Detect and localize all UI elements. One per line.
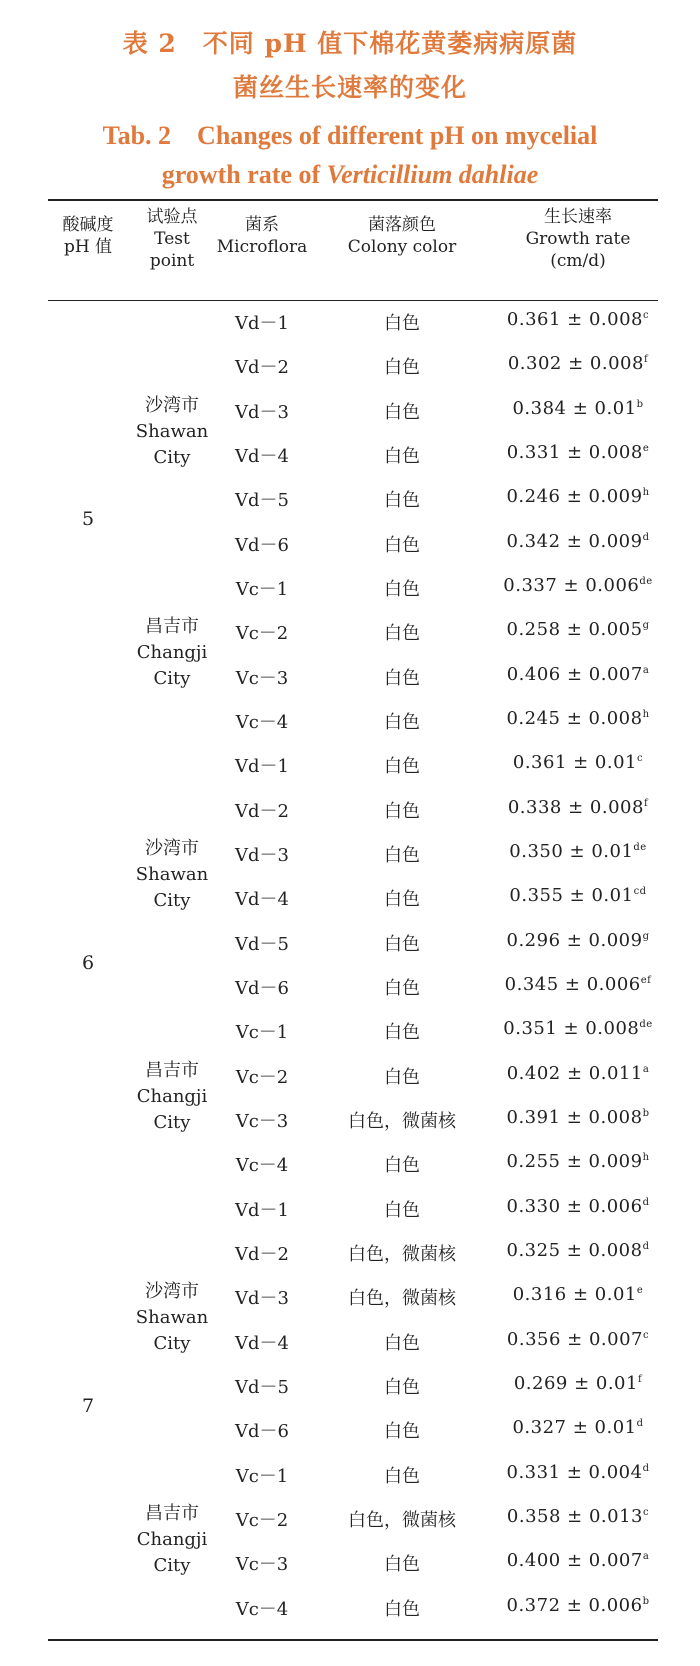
strain-cell: Vc－2 xyxy=(235,1509,289,1531)
title-en-prefix: growth rate of xyxy=(161,160,321,189)
colony-color-cell: 白色 xyxy=(384,756,420,778)
header-color xyxy=(322,214,482,258)
significance-letter: d xyxy=(642,1240,650,1252)
growth-rate-value: 0.361 ± 0.008 xyxy=(506,309,643,330)
growth-rate-cell xyxy=(498,752,658,773)
test-site-cell xyxy=(118,614,226,692)
colony-color-cell: 白色 xyxy=(384,1376,420,1398)
header-color-zh: 菌落颜色 xyxy=(368,215,436,235)
growth-rate-cell xyxy=(498,1107,658,1128)
test-site-name-en2: City xyxy=(153,1555,191,1577)
significance-letter: b xyxy=(642,1107,650,1119)
growth-rate-cell xyxy=(498,1417,658,1438)
title-en-species: Verticillium dahliae xyxy=(326,160,539,189)
table-bottom-rule xyxy=(48,1639,658,1641)
significance-letter: d xyxy=(642,531,650,543)
ph-value-cell: 7 xyxy=(81,1395,95,1418)
strain-cell: Vd－3 xyxy=(235,401,289,423)
growth-rate-value: 0.245 ± 0.008 xyxy=(506,707,643,729)
significance-letter: e xyxy=(642,442,650,454)
colony-color-cell: 白色，微菌核 xyxy=(348,1509,456,1531)
test-site-name-zh: 昌吉市 xyxy=(145,616,199,638)
significance-letter: a xyxy=(642,664,650,676)
ph-value-cell: 6 xyxy=(81,951,95,974)
significance-letter: c xyxy=(642,310,650,321)
strain-cell: Vd－6 xyxy=(235,1421,289,1443)
growth-rate-cell xyxy=(498,1329,658,1350)
colony-color-cell: 白色 xyxy=(384,1332,420,1354)
test-site-name-en2: City xyxy=(153,1111,191,1133)
growth-rate-value: 0.255 ± 0.009 xyxy=(506,1151,643,1173)
growth-rate-value: 0.351 ± 0.008 xyxy=(503,1018,640,1040)
test-site-name-zh: 昌吉市 xyxy=(145,1059,199,1081)
growth-rate-cell xyxy=(498,398,658,419)
growth-rate-cell xyxy=(498,1196,658,1217)
growth-rate-cell xyxy=(498,1284,658,1305)
significance-letter: c xyxy=(642,1506,650,1518)
colony-color-cell: 白色 xyxy=(384,534,420,556)
colony-color-cell: 白色 xyxy=(384,445,420,467)
strain-cell: Vd－1 xyxy=(235,756,289,778)
significance-letter: d xyxy=(642,1196,650,1208)
strain-cell: Vc－4 xyxy=(235,1598,289,1620)
growth-rate-cell xyxy=(498,1373,658,1394)
header-strain-zh: 菌系 xyxy=(245,215,279,235)
growth-rate-value: 0.406 ± 0.007 xyxy=(506,663,643,685)
growth-rate-cell xyxy=(498,930,658,951)
test-site-name-zh: 沙湾市 xyxy=(145,394,199,416)
strain-cell: Vc－3 xyxy=(235,1110,289,1132)
significance-letter: d xyxy=(642,1462,650,1474)
significance-letter: e xyxy=(636,1285,644,1297)
test-site-name-en1: Shawan xyxy=(135,864,209,886)
strain-cell: Vd－5 xyxy=(235,933,289,955)
test-site-name-en1: Shawan xyxy=(135,420,209,442)
colony-color-cell: 白色 xyxy=(384,844,420,866)
growth-rate-value: 0.296 ± 0.009 xyxy=(506,929,643,951)
growth-rate-value: 0.337 ± 0.006 xyxy=(503,574,640,596)
header-rate-unit: (cm/d) xyxy=(550,251,606,271)
strain-cell: Vd－4 xyxy=(235,1332,289,1354)
colony-color-cell: 白色，微菌核 xyxy=(348,1243,456,1265)
colony-color-cell: 白色 xyxy=(384,1199,420,1221)
growth-rate-value: 0.361 ± 0.01 xyxy=(512,752,638,774)
growth-rate-value: 0.316 ± 0.01 xyxy=(512,1284,637,1306)
growth-rate-value: 0.355 ± 0.01 xyxy=(509,885,634,907)
header-ph xyxy=(48,214,128,258)
strain-cell: Vc－4 xyxy=(235,711,289,733)
table-title-en-line1: Tab. 2 Changes of different pH on mycelial xyxy=(102,121,598,150)
header-site-en2: point xyxy=(149,251,195,271)
strain-cell: Vc－1 xyxy=(235,1022,289,1044)
significance-letter: ef xyxy=(640,974,652,986)
growth-rate-value: 0.372 ± 0.006 xyxy=(506,1594,643,1616)
significance-letter: c xyxy=(642,1329,650,1341)
header-color-en: Colony color xyxy=(347,237,457,257)
colony-color-cell: 白色 xyxy=(384,933,420,955)
significance-letter: b xyxy=(642,1595,650,1607)
growth-rate-value: 0.342 ± 0.009 xyxy=(506,530,643,552)
growth-rate-cell xyxy=(498,575,658,596)
colony-color-cell: 白色，微菌核 xyxy=(348,1288,456,1310)
colony-color-cell: 白色 xyxy=(384,1155,420,1177)
growth-rate-value: 0.402 ± 0.011 xyxy=(506,1062,643,1084)
colony-color-cell: 白色 xyxy=(384,1598,420,1620)
growth-rate-value: 0.331 ± 0.008 xyxy=(506,441,643,463)
growth-rate-value: 0.338 ± 0.008 xyxy=(507,796,644,818)
header-strain xyxy=(200,214,324,258)
colony-color-cell: 白色 xyxy=(384,1066,420,1088)
growth-rate-cell xyxy=(498,442,658,463)
significance-letter: b xyxy=(636,398,644,410)
growth-rate-cell xyxy=(498,1506,658,1527)
header-site-en1: Test xyxy=(154,229,190,249)
growth-rate-value: 0.391 ± 0.008 xyxy=(506,1106,643,1128)
growth-rate-cell xyxy=(498,1063,658,1084)
growth-rate-cell xyxy=(498,841,658,862)
table-top-rule xyxy=(48,199,658,201)
growth-rate-cell xyxy=(498,486,658,507)
colony-color-cell: 白色 xyxy=(384,578,420,600)
colony-color-cell: 白色 xyxy=(384,623,420,645)
growth-rate-value: 0.330 ± 0.006 xyxy=(506,1195,643,1217)
test-site-name-en2: City xyxy=(153,890,191,912)
significance-letter: a xyxy=(642,1551,650,1563)
test-site-cell xyxy=(118,1501,226,1579)
growth-rate-value: 0.258 ± 0.005 xyxy=(506,619,643,641)
strain-cell: Vd－4 xyxy=(235,445,289,467)
growth-rate-value: 0.345 ± 0.006 xyxy=(504,973,641,995)
growth-rate-value: 0.400 ± 0.007 xyxy=(506,1550,643,1572)
test-site-cell xyxy=(118,1058,226,1136)
colony-color-cell: 白色 xyxy=(384,1465,420,1487)
strain-cell: Vd－6 xyxy=(235,977,289,999)
strain-cell: Vd－6 xyxy=(235,534,289,556)
strain-cell: Vc－3 xyxy=(235,667,289,689)
significance-letter: cd xyxy=(633,886,647,898)
growth-rate-cell xyxy=(498,531,658,552)
colony-color-cell: 白色 xyxy=(384,800,420,822)
test-site-cell xyxy=(118,393,226,471)
growth-rate-value: 0.246 ± 0.009 xyxy=(506,486,643,508)
significance-letter: d xyxy=(636,1418,644,1430)
test-site-name-en1: Changji xyxy=(136,1529,208,1551)
growth-rate-cell xyxy=(498,1462,658,1483)
significance-letter: c xyxy=(637,753,644,765)
colony-color-cell: 白色 xyxy=(384,1421,420,1443)
growth-rate-cell xyxy=(498,1018,658,1039)
test-site-name-en1: Shawan xyxy=(135,1307,209,1329)
growth-rate-value: 0.356 ± 0.007 xyxy=(506,1328,643,1350)
colony-color-cell: 白色 xyxy=(384,1554,420,1576)
significance-letter: h xyxy=(642,487,650,499)
test-site-name-zh: 沙湾市 xyxy=(145,838,199,860)
significance-letter: f xyxy=(643,354,649,366)
test-site-cell xyxy=(118,1279,226,1357)
strain-cell: Vc－2 xyxy=(235,623,289,645)
test-site-name-en2: City xyxy=(153,446,191,468)
test-site-name-en1: Changji xyxy=(136,1085,208,1107)
strain-cell: Vd－5 xyxy=(235,490,289,512)
growth-rate-cell xyxy=(498,1550,658,1571)
strain-cell: Vd－3 xyxy=(235,844,289,866)
test-site-name-zh: 沙湾市 xyxy=(145,1281,199,1303)
header-rate xyxy=(498,206,658,272)
significance-letter: de xyxy=(633,841,647,853)
strain-cell: Vd－1 xyxy=(235,313,289,334)
table-title-zh-line2: 菌丝生长速率的变化 xyxy=(232,73,467,102)
header-rate-en: Growth rate xyxy=(525,229,631,249)
growth-rate-cell xyxy=(498,1595,658,1616)
significance-letter: h xyxy=(642,708,650,720)
test-site-name-en1: Changji xyxy=(136,642,208,664)
colony-color-cell: 白色 xyxy=(384,357,420,379)
growth-rate-value: 0.269 ± 0.01 xyxy=(513,1372,638,1394)
colony-color-cell: 白色 xyxy=(384,401,420,423)
table-header-rule xyxy=(48,300,658,301)
table-title-en-line2 xyxy=(0,160,700,190)
significance-letter: de xyxy=(639,575,653,587)
growth-rate-cell xyxy=(498,1151,658,1172)
colony-color-cell: 白色 xyxy=(384,889,420,911)
colony-color-cell: 白色 xyxy=(384,490,420,512)
growth-rate-cell xyxy=(498,353,658,374)
header-strain-en: Microflora xyxy=(216,237,308,257)
strain-cell: Vd－1 xyxy=(235,1199,289,1221)
strain-cell: Vc－1 xyxy=(235,1465,289,1487)
growth-rate-cell xyxy=(498,708,658,729)
header-ph-zh: 酸碱度 xyxy=(62,215,114,235)
header-site-zh: 试验点 xyxy=(146,207,198,227)
growth-rate-value: 0.358 ± 0.013 xyxy=(506,1505,643,1527)
significance-letter: g xyxy=(642,620,650,632)
growth-rate-cell xyxy=(498,619,658,640)
colony-color-cell: 白色 xyxy=(384,667,420,689)
growth-rate-value: 0.327 ± 0.01 xyxy=(512,1417,637,1439)
strain-cell: Vd－2 xyxy=(235,357,289,379)
strain-cell: Vc－2 xyxy=(235,1066,289,1088)
significance-letter: f xyxy=(643,797,649,809)
colony-color-cell: 白色，微菌核 xyxy=(348,1110,456,1132)
growth-rate-cell xyxy=(498,974,658,995)
strain-cell: Vc－3 xyxy=(235,1554,289,1576)
ph-value-cell: 5 xyxy=(81,508,95,531)
colony-color-cell: 白色 xyxy=(384,313,420,334)
growth-rate-cell xyxy=(498,309,658,330)
growth-rate-value: 0.325 ± 0.008 xyxy=(506,1239,643,1261)
colony-color-cell: 白色 xyxy=(384,711,420,733)
strain-cell: Vd－3 xyxy=(235,1288,289,1310)
significance-letter: h xyxy=(642,1152,650,1164)
growth-rate-cell xyxy=(498,1240,658,1261)
test-site-name-en2: City xyxy=(153,668,191,690)
test-site-name-en2: City xyxy=(153,1333,191,1355)
table-title-zh-line1: 表 2 不同 pH 值下棉花黄萎病病原菌 xyxy=(122,29,578,58)
significance-letter: f xyxy=(637,1373,643,1385)
growth-rate-cell xyxy=(498,885,658,906)
strain-cell: Vd－5 xyxy=(235,1376,289,1398)
growth-rate-value: 0.384 ± 0.01 xyxy=(512,397,637,419)
strain-cell: Vc－4 xyxy=(235,1155,289,1177)
growth-rate-value: 0.302 ± 0.008 xyxy=(507,353,644,375)
growth-rate-cell xyxy=(498,664,658,685)
colony-color-cell: 白色 xyxy=(384,1022,420,1044)
growth-rate-cell xyxy=(498,797,658,818)
test-site-cell xyxy=(118,836,226,914)
significance-letter: g xyxy=(642,930,650,942)
strain-cell: Vd－2 xyxy=(235,1243,289,1265)
significance-letter: de xyxy=(639,1019,653,1031)
test-site-name-zh: 昌吉市 xyxy=(145,1503,199,1525)
header-ph-en: pH 值 xyxy=(63,237,113,257)
strain-cell: Vd－2 xyxy=(235,800,289,822)
header-rate-zh: 生长速率 xyxy=(544,207,612,227)
colony-color-cell: 白色 xyxy=(384,977,420,999)
strain-cell: Vc－1 xyxy=(235,578,289,600)
significance-letter: a xyxy=(642,1063,650,1075)
strain-cell: Vd－4 xyxy=(235,889,289,911)
growth-rate-value: 0.331 ± 0.004 xyxy=(506,1461,643,1483)
growth-rate-value: 0.350 ± 0.01 xyxy=(509,840,634,862)
